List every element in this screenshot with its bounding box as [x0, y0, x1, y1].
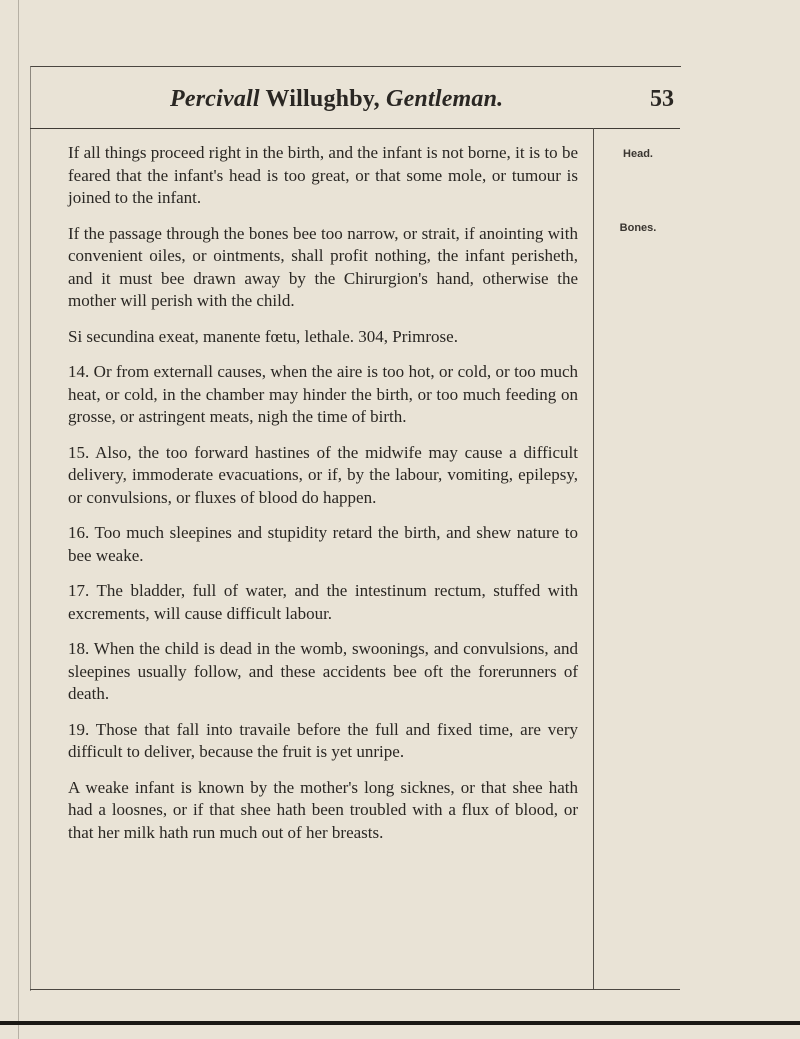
sidenote-bones: Bones.: [619, 222, 657, 234]
paragraph: A weake infant is known by the mother's long sicknes, or that shee hath had a loosnes, or if that shee hath been troubled with a flux of blood, or that her milk hath run much out of her breasts.: [68, 777, 578, 842]
paragraph: 18. When the child is dead in the womb, swoonings, and convulsions, and sleepines usually follow, and these accidents bee oft the forerunners of death.: [68, 639, 578, 703]
running-title-rank: Gentleman.: [386, 86, 504, 112]
running-title-name: Percivall: [170, 86, 260, 112]
paragraph: 16. Too much sleepines and stupidity retard the birth, and shew nature to bee weake.: [68, 523, 578, 565]
paragraph: 19. Those that fall into travaile before the full and fixed time, are very difficult to deliver, because the fruit is yet unripe.: [68, 719, 578, 761]
running-title-surname: Willughby,: [259, 86, 387, 112]
paragraph: If the passage through the bones bee too narrow, or strait, if anointing with convenient oiles, or ointments, shall profit nothing, the infant perisheth, and it must bee drawn away by the Chirurgion's hand, otherwise the mother will perish with the child.: [68, 223, 578, 310]
paragraph: 17. The bladder, full of water, and the intestinum rectum, stuffed with excrements, will cause difficult labour.: [68, 581, 578, 623]
page-number: 53: [650, 86, 674, 112]
body-text: [68, 142, 578, 857]
page-header: [30, 70, 680, 124]
bottom-rule: [30, 989, 680, 990]
paragraph: 14. Or from externall causes, when the aire is too hot, or cold, or too much heat, or cold, in the chamber may hinder the birth, or too much feeding on grosse, or astringent meats, nigh the time of birth.: [68, 362, 578, 426]
paragraph: 15. Also, the too forward hastines of the midwife may cause a difficult delivery, immoderate evacuations, or if, by the labour, vomiting, epilepsy, or convulsions, or fluxes of blood do happen.: [68, 442, 578, 507]
paragraph: Si secundina exeat, manente fœtu, lethale. 304, Primrose.: [68, 326, 458, 346]
paragraph: If all things proceed right in the birth, and the infant is not borne, it is to be feared that the infant's head is too great, or that some mole, or tumour is joined to the infant.: [68, 143, 578, 207]
running-title: [170, 86, 503, 113]
margin-rule: [593, 128, 594, 990]
outer-binding-line: [18, 0, 19, 1039]
bottom-bar: [0, 1021, 800, 1025]
header-rule: [30, 128, 680, 129]
sidenote-head: Head.: [623, 148, 653, 160]
